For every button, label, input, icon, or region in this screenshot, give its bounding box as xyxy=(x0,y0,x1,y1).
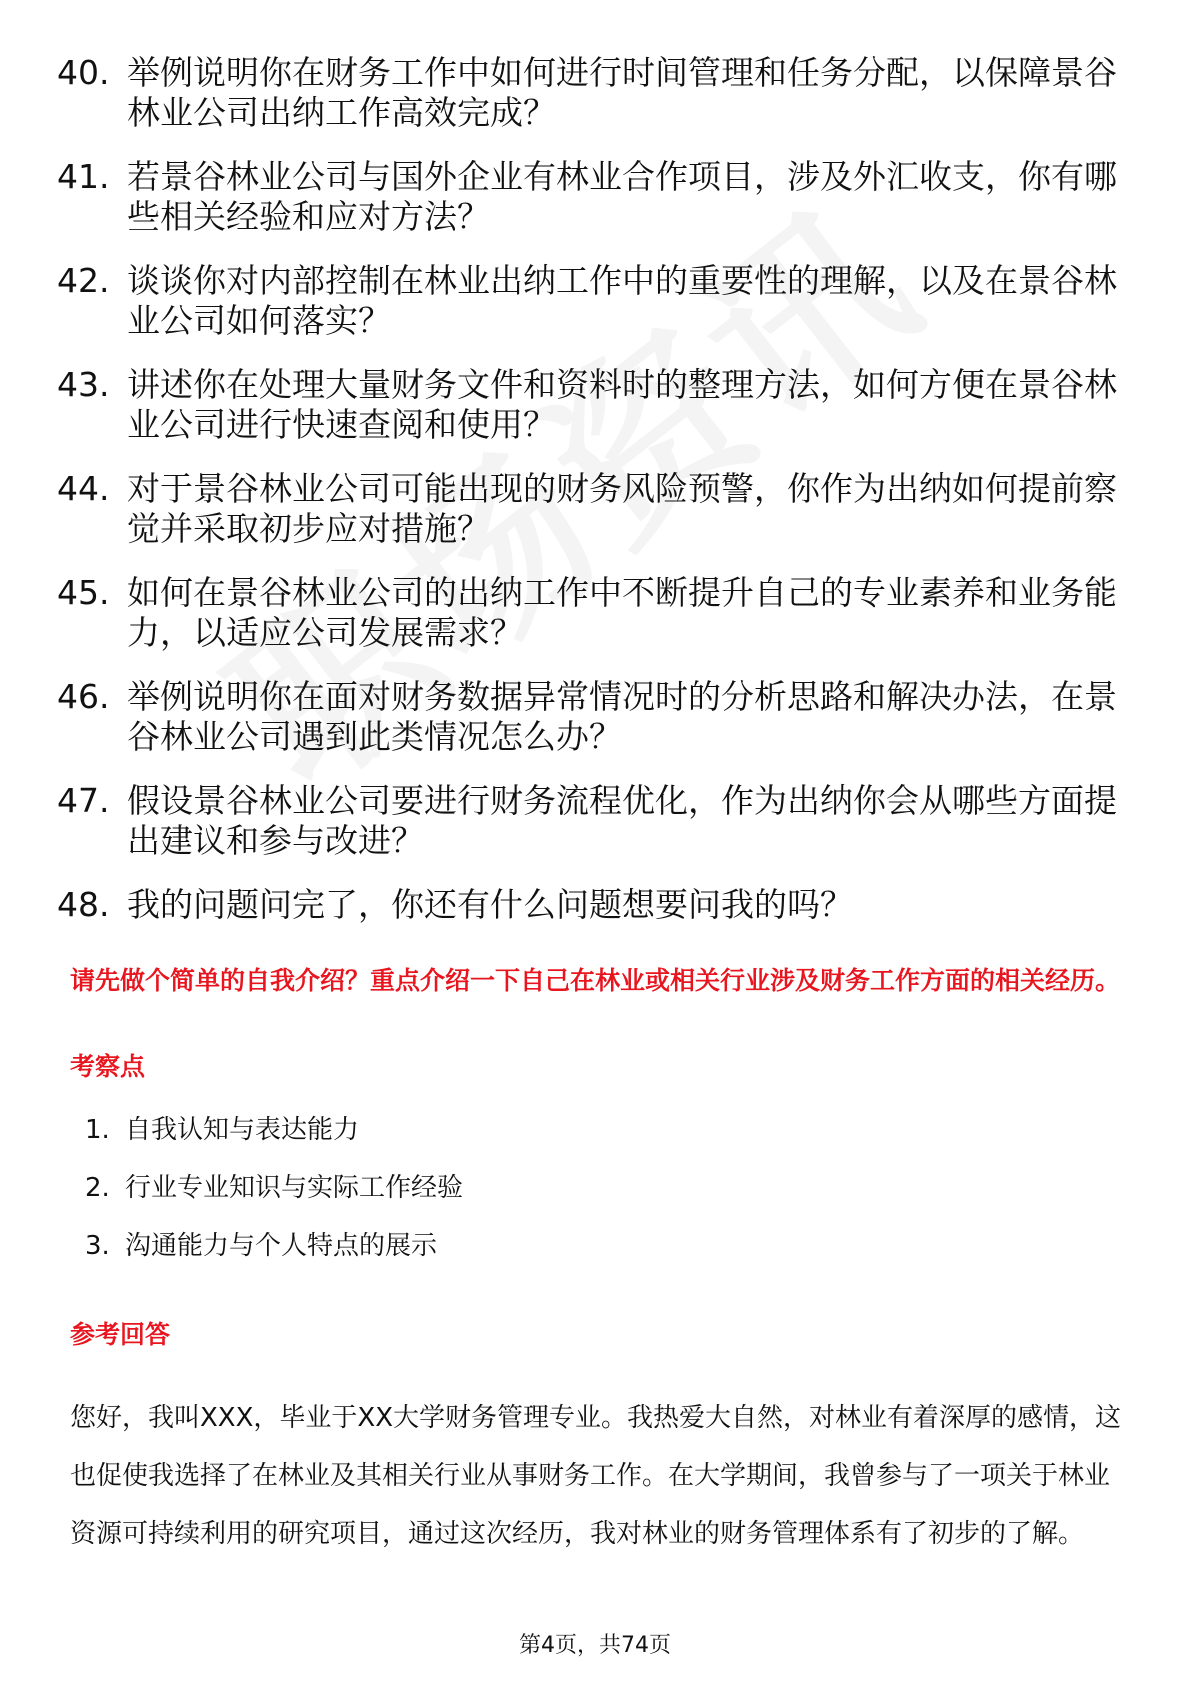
list-item xyxy=(57,53,1137,133)
question-number: 47. xyxy=(57,781,110,820)
question-number: 41. xyxy=(57,157,110,196)
question-text: 举例说明你在面对财务数据异常情况时的分析思路和解决办法，在景谷林业公司遇到此类情况怎么办？ xyxy=(127,677,1117,756)
reference-answer: 您好，我叫XXX，毕业于XX大学财务管理专业。我热爱大自然，对林业有着深厚的感情，这也促使我选择了在林业及其相关行业从事财务工作。在大学期间，我曾参与了一项关于林业资源可持续利用的研究项目，通过这次经历，我对林业的财务管理体系有了初步的了解。 xyxy=(70,1403,1122,1549)
list-item xyxy=(85,1113,463,1147)
question-text: 如何在景谷林业公司的出纳工作中不断提升自己的专业素养和业务能力，以适应公司发展需求？ xyxy=(127,573,1117,652)
list-item xyxy=(85,1229,463,1263)
point-number: 3. xyxy=(85,1231,110,1261)
point-text: 行业专业知识与实际工作经验 xyxy=(125,1173,464,1203)
question-number: 45. xyxy=(57,573,110,612)
assessment-points xyxy=(85,1113,463,1287)
question-number: 42. xyxy=(57,261,110,300)
page-footer: 第4页，共74页 xyxy=(519,1633,671,1658)
list-item xyxy=(57,365,1137,445)
question-text: 我的问题问完了，你还有什么问题想要问我的吗？ xyxy=(127,885,853,924)
list-item xyxy=(57,677,1137,757)
question-text: 讲述你在处理大量财务文件和资料时的整理方法，如何方便在景谷林业公司进行快速查阅和使用？ xyxy=(127,365,1117,444)
list-item xyxy=(85,1171,463,1205)
reference-title: 参考回答 xyxy=(70,1320,171,1349)
list-item xyxy=(57,885,1137,925)
list-item xyxy=(57,781,1137,861)
question-number: 40. xyxy=(57,53,110,92)
question-text: 对于景谷林业公司可能出现的财务风险预警，你作为出纳如何提前察觉并采取初步应对措施？ xyxy=(127,469,1117,548)
question-number: 48. xyxy=(57,885,110,924)
point-text: 自我认知与表达能力 xyxy=(125,1115,360,1145)
point-number: 2. xyxy=(85,1173,110,1203)
featured-question: 请先做个简单的自我介绍？重点介绍一下自己在林业或相关行业涉及财务工作方面的相关经历。 xyxy=(70,966,1121,995)
question-text: 若景谷林业公司与国外企业有林业合作项目，涉及外汇收支，你有哪些相关经验和应对方法？ xyxy=(127,157,1117,236)
question-number: 44. xyxy=(57,469,110,508)
question-text: 举例说明你在财务工作中如何进行时间管理和任务分配，以保障景谷林业公司出纳工作高效完成？ xyxy=(127,53,1117,132)
list-item xyxy=(57,573,1137,653)
question-number: 43. xyxy=(57,365,110,404)
point-text: 沟通能力与个人特点的展示 xyxy=(125,1231,438,1261)
point-number: 1. xyxy=(85,1115,110,1145)
question-text: 假设景谷林业公司要进行财务流程优化，作为出纳你会从哪些方面提出建议和参与改进？ xyxy=(127,781,1117,860)
list-item xyxy=(57,157,1137,237)
question-text: 谈谈你对内部控制在林业出纳工作中的重要性的理解，以及在景谷林业公司如何落实？ xyxy=(127,261,1117,340)
question-number: 46. xyxy=(57,677,110,716)
list-item xyxy=(57,261,1137,341)
list-item xyxy=(57,469,1137,549)
assessment-title: 考察点 xyxy=(70,1052,146,1081)
question-list xyxy=(57,53,1137,949)
